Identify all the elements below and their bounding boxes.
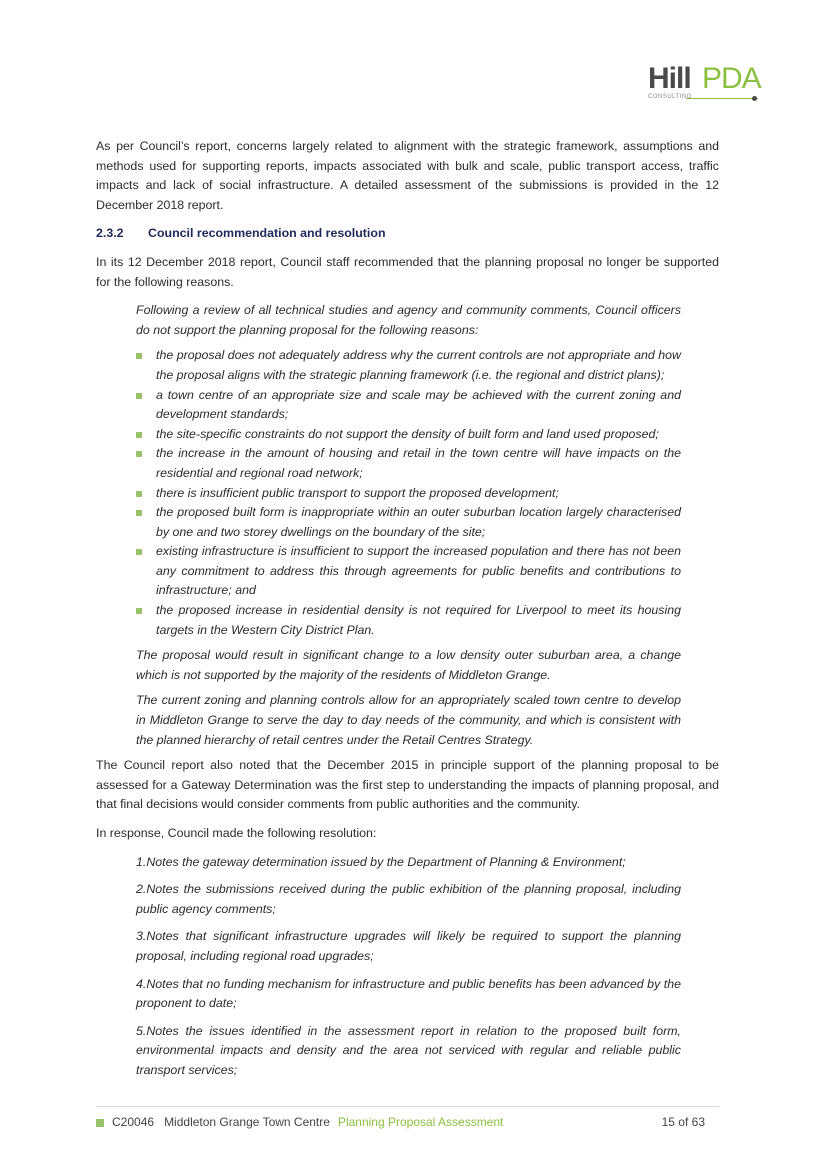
list-item-text: the increase in the amount of housing and retail in the town centre will have impacts on the residential and regional road network; [156, 446, 681, 480]
resolution-intro: In response, Council made the following resolution: [96, 826, 377, 840]
footer-square-icon [96, 1119, 104, 1127]
list-item [136, 386, 681, 425]
bullet-icon [136, 608, 142, 614]
list-item [136, 444, 681, 483]
intro-paragraph: As per Council’s report, concerns largely related to alignment with the strategic framework, assumptions and methods used for supporting reports, impacts associated with bulk and scale, public transport access, traffic impacts and lack of social infrastructure. A detailed assessment of the submissions is provided in the 12 December 2018 report. [96, 139, 719, 212]
resolution-item: 2.Notes the submissions received during the public exhibition of the planning proposal, including public agency comments; [136, 882, 681, 916]
resolution-item: 5.Notes the issues identified in the assessment report in relation to the proposed built form, environmental impacts and density and the area not serviced with regular and reliable public transport services; [136, 1023, 681, 1077]
recommendation-intro: In its 12 December 2018 report, Council staff recommended that the planning proposal no longer be supported for the following reasons. [96, 254, 719, 289]
resolution-item: 3.Notes that significant infrastructure upgrades will likely be required to support the planning proposal, including regional road upgrades; [136, 929, 681, 963]
page-content [96, 137, 719, 1089]
list-item-text: a town centre of an appropriate size and scale may be achieved with the current zoning and development standards; [156, 387, 681, 422]
bullet-icon [136, 510, 142, 516]
list-item [136, 346, 681, 385]
list-item [136, 601, 681, 640]
section-title: Council recommendation and resolution [148, 226, 386, 241]
hillpda-logo [648, 62, 760, 106]
list-item-text: the proposed built form is inappropriate within an outer suburban location largely characterised by one and two storey dwellings on the boundary of the site; [156, 505, 681, 539]
section-number: 2.3.2 [96, 226, 124, 241]
quote-paragraph-2: The current zoning and planning controls allow for an appropriately scaled town centre to develop in Middleton Grange to serve the day to day needs of the community, and which is consistent with the planned hierarchy of retail centres under the Retail Centres Strategy. [136, 693, 681, 747]
bullet-icon [136, 451, 142, 457]
resolution-list [136, 853, 681, 1081]
list-item [136, 503, 681, 542]
quote-paragraph-1: The proposal would result in significant change to a low density outer suburban area, a change which is not supported by the majority of the residents of Middleton Grange. [136, 648, 681, 682]
resolution-item: 4.Notes that no funding mechanism for infrastructure and public benefits has been advanced by the proponent to date; [136, 976, 681, 1011]
bullet-icon [136, 491, 142, 497]
logo-underline [686, 98, 758, 99]
list-item-text: there is insufficient public transport to support the proposed development; [156, 485, 559, 500]
report-note-paragraph: The Council report also noted that the December 2015 in principle support of the planning proposal to be assessed for a Gateway Determination was the first step to understanding the impacts of planning proposal, and that final decisions would consider comments from public authorities and the community. [96, 758, 719, 812]
quote-lead: Following a review of all technical studies and agency and community comments, Council officers do not support the planning proposal for the following reasons: [136, 303, 681, 337]
list-item [136, 542, 681, 601]
reasons-list [136, 346, 681, 640]
list-item-text: the site-specific constraints do not support the density of built form and land used proposed; [156, 426, 659, 441]
recommendation-quote [136, 301, 681, 750]
footer-project: Middleton Grange Town Centre [164, 1115, 330, 1129]
logo-consulting-text: CONSULTING [648, 94, 692, 100]
page-number: 15 of 63 [661, 1115, 705, 1129]
bullet-icon [136, 432, 142, 438]
page-footer [96, 1106, 719, 1135]
logo-pda-text: PDA [702, 62, 761, 95]
bullet-icon [136, 393, 142, 399]
list-item [136, 425, 681, 445]
logo-hill-text: Hill [648, 62, 691, 95]
footer-title [112, 1115, 503, 1129]
list-item-text: the proposed increase in residential density is not required for Liverpool to meet its housing targets in the Western City District Plan. [156, 603, 681, 637]
section-heading [96, 224, 719, 244]
bullet-icon [136, 353, 142, 359]
bullet-icon [136, 549, 142, 555]
list-item-text: existing infrastructure is insufficient to support the increased population and there has not been any commitment to address this through agreements for public benefits and contributions to infrastructure; and [156, 544, 681, 598]
footer-subtitle: Planning Proposal Assessment [337, 1115, 504, 1129]
logo-dot [752, 96, 757, 101]
list-item-text: the proposal does not adequately address why the current controls are not appropriate and how the proposal aligns with the strategic planning framework (i.e. the regional and district plans); [156, 348, 681, 382]
list-item [136, 484, 681, 504]
resolution-item: 1.Notes the gateway determination issued by the Department of Planning & Environment; [136, 854, 626, 869]
footer-code: C20046 [112, 1115, 155, 1129]
